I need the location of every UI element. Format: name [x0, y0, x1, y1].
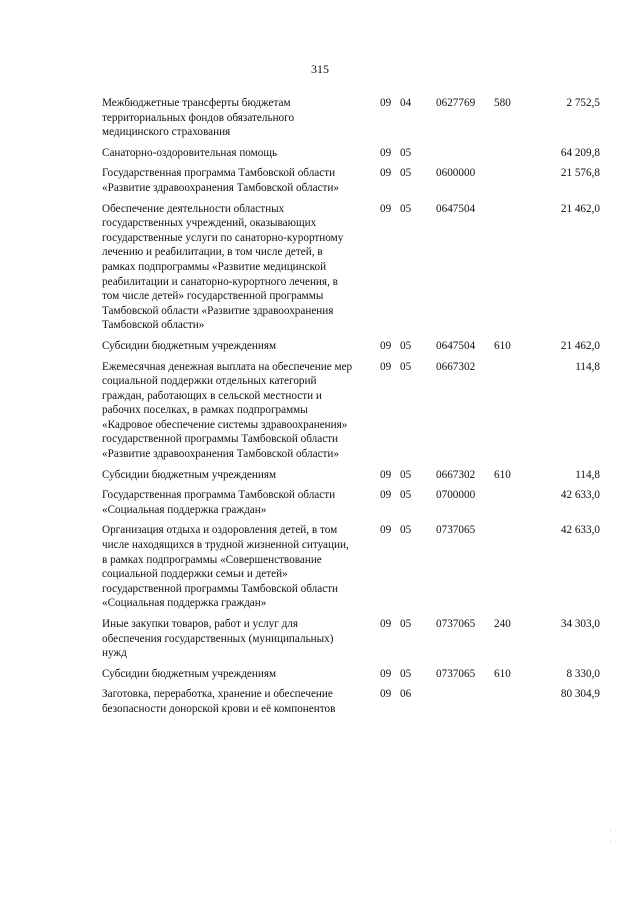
row-amount: 2 752,5: [566, 97, 600, 109]
row-description: Организация отдыха и оздоровления детей, в том числе находящихся в трудной жизненной ситуации, в рамках подпрограммы «Совершенствование социальной поддержки семьи и детей» государственной программы Тамбовской области «Социальная поддержка граждан»: [102, 524, 349, 610]
row-target-article-code: 0647504: [436, 202, 476, 215]
row-section-code: 09 06: [380, 688, 412, 701]
row-description: Санаторно-оздоровительная помощь: [102, 146, 278, 159]
row-description: Субсидии бюджетным учреждениям: [102, 468, 277, 481]
row-description: Межбюджетные трансферты бюджетам территориальных фондов обязательного медицинского страхования: [102, 97, 295, 139]
table-row: [102, 523, 602, 611]
table-row: [102, 488, 602, 517]
row-target-article-code: 0700000: [436, 489, 476, 502]
table-row: [102, 468, 602, 483]
row-target-article-code: 0600000: [436, 167, 476, 180]
row-amount: 64 209,8: [560, 146, 600, 159]
row-amount: 21 462,0: [560, 202, 600, 215]
row-expense-type-code: 610: [494, 468, 511, 481]
row-target-article-code: 0647504: [436, 339, 476, 352]
row-target-article-code: 0667302: [436, 360, 476, 373]
row-section-code: 09 05: [380, 146, 412, 159]
row-target-article-code: 0737065: [436, 524, 476, 537]
row-amount: 34 303,0: [560, 618, 600, 630]
row-target-article-code: 0737065: [436, 667, 476, 680]
row-description: Субсидии бюджетным учреждениям: [102, 339, 277, 352]
table-row: [102, 339, 602, 354]
table-row: [102, 96, 602, 140]
table-row: [102, 667, 602, 682]
row-description: Ежемесячная денежная выплата на обеспечение мер социальной поддержки отдельных категорий граждан, работающих в сельской местности и рабочих поселках, в рамках подпрограммы «Кадровое обеспечение системы здравоохранения» государственной программы Тамбовской области «Развитие здравоохранения Тамбовской области»: [102, 360, 353, 461]
row-section-code: 09 05: [380, 202, 412, 215]
row-section-code: 09 05: [380, 167, 412, 180]
table-row: [102, 202, 602, 333]
row-target-article-code: 0737065: [436, 618, 476, 630]
row-section-code: 09 05: [380, 618, 412, 630]
row-description: Заготовка, переработка, хранение и обеспечение безопасности донорской крови и её компонентов: [102, 688, 336, 715]
row-expense-type-code: 610: [494, 339, 511, 352]
row-amount: 42 633,0: [560, 489, 600, 502]
table-row: [102, 146, 602, 161]
row-target-article-code: 0667302: [436, 468, 476, 481]
scan-mark: ·: [609, 827, 612, 836]
row-expense-type-code: 240: [494, 618, 511, 630]
table-row: [102, 360, 602, 462]
row-description: Иные закупки товаров, работ и услуг для обеспечения государственных (муниципальных) нужд: [102, 618, 334, 660]
row-amount: 21 576,8: [560, 167, 600, 180]
table-row: [102, 166, 602, 195]
row-section-code: 09 04: [380, 97, 412, 109]
row-section-code: 09 05: [380, 339, 412, 352]
row-amount: 114,8: [575, 468, 600, 481]
table-row: [102, 617, 602, 661]
row-description: Субсидии бюджетным учреждениям: [102, 667, 277, 680]
row-section-code: 09 05: [380, 524, 412, 537]
row-description: Обеспечение деятельности областных государственных учреждений, оказывающих государственные услуги по санаторно-курортному лечению и реабилитации, в том числе детей, в рамках подпрограммы «Развитие медицинской реабилитации и санаторно-курортного лечения, в том числе детей» государственной программы Тамбовской области «Развитие здравоохранения Тамбовской области»: [102, 202, 344, 332]
row-target-article-code: 0627769: [436, 97, 476, 109]
row-description: Государственная программа Тамбовской области «Социальная поддержка граждан»: [102, 489, 336, 516]
scan-marks: [609, 827, 612, 847]
row-description: Государственная программа Тамбовской области «Развитие здравоохранения Тамбовской области»: [102, 167, 340, 194]
row-amount: 80 304,9: [560, 688, 600, 701]
row-section-code: 09 05: [380, 468, 412, 481]
row-section-code: 09 05: [380, 489, 412, 502]
row-amount: 21 462,0: [560, 339, 600, 352]
row-amount: 114,8: [575, 360, 600, 373]
page-number: 315: [311, 62, 329, 76]
row-expense-type-code: 610: [494, 667, 511, 680]
budget-table: [102, 96, 602, 723]
scan-mark: ·: [609, 837, 612, 846]
row-section-code: 09 05: [380, 667, 412, 680]
table-row: [102, 687, 602, 716]
row-section-code: 09 05: [380, 360, 412, 373]
row-expense-type-code: 580: [494, 97, 511, 109]
row-amount: 8 330,0: [566, 667, 600, 680]
row-amount: 42 633,0: [560, 524, 600, 537]
